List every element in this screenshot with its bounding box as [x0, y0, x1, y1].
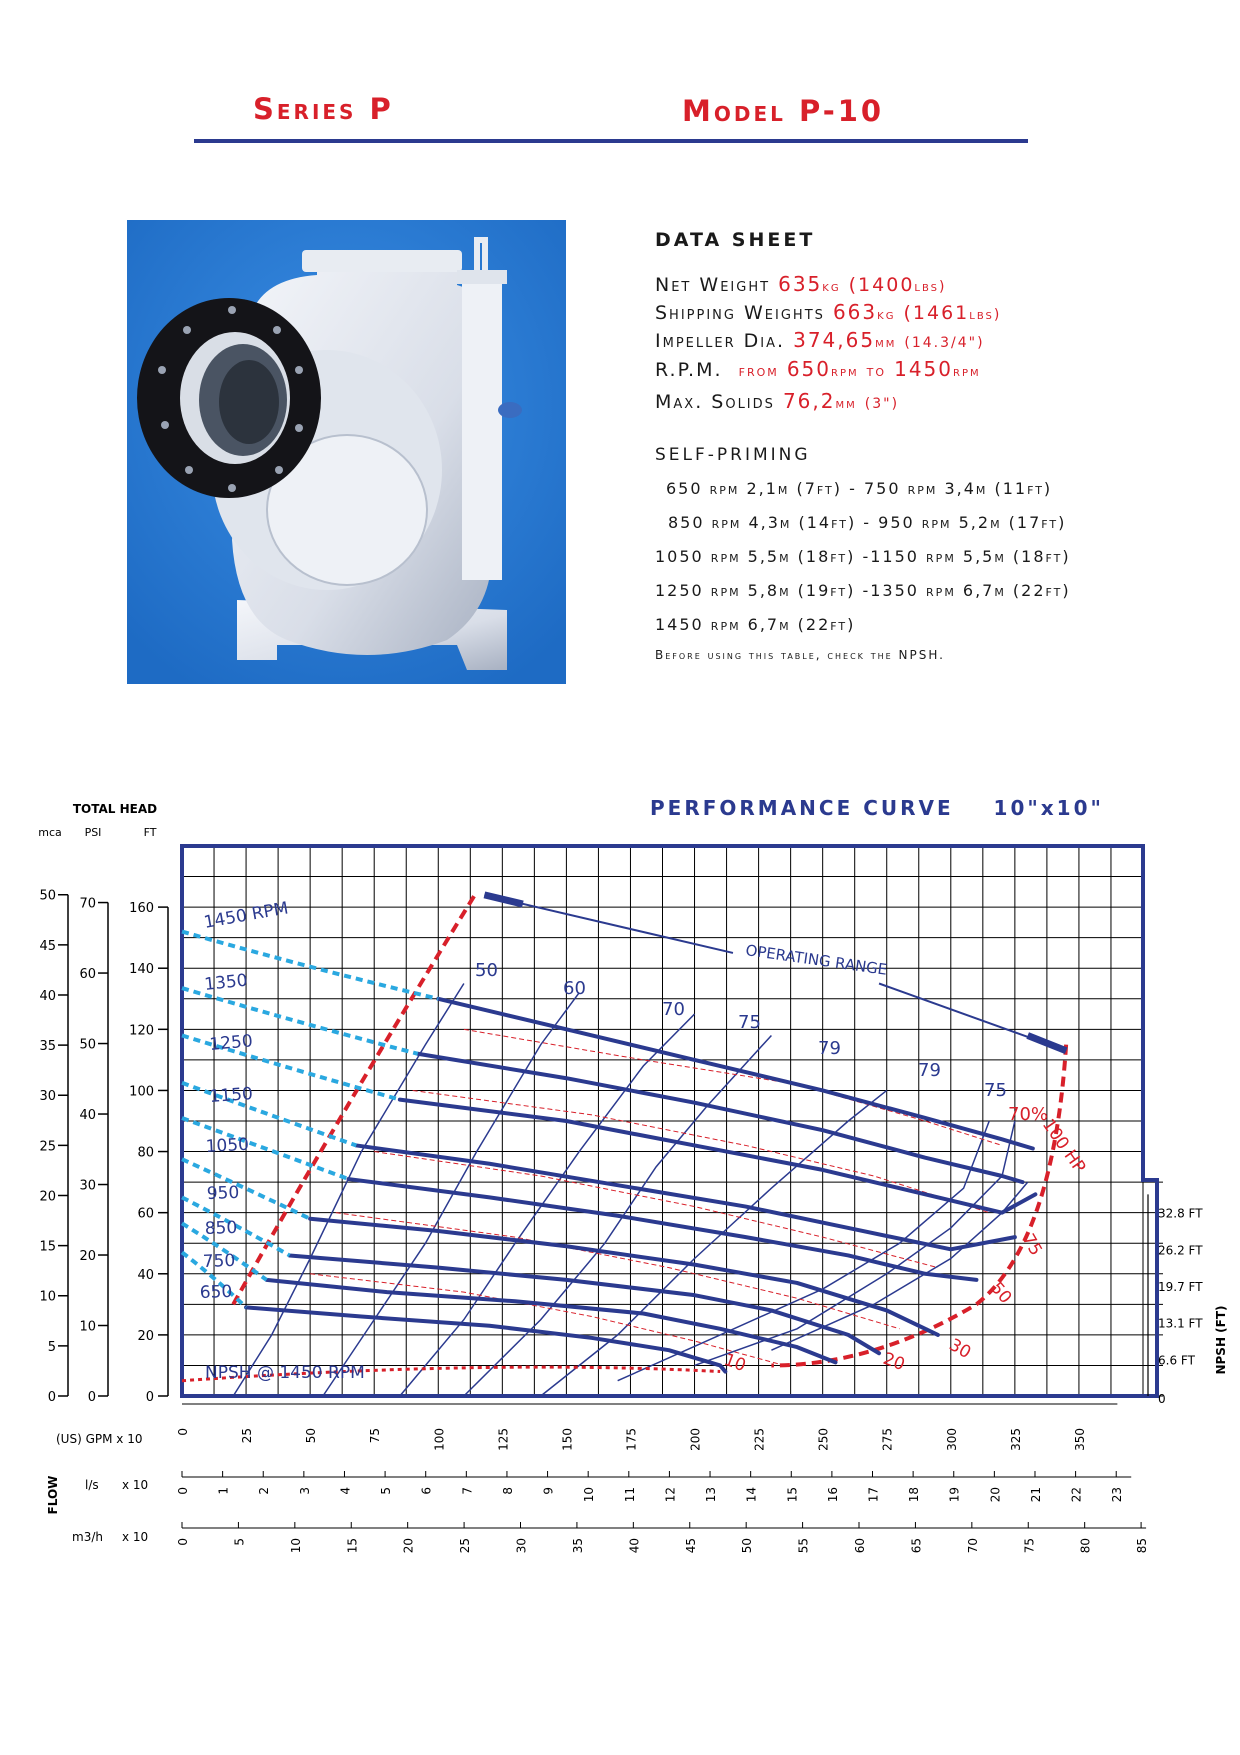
gpm-tick-label: 275 — [880, 1428, 895, 1451]
self-priming-row: 1250 rpm 5,8m (19ft) -1350 rpm 6,7m (22ft) — [655, 581, 1071, 600]
m3h-mult-label: x 10 — [122, 1530, 149, 1544]
ls-axis-label: l/s — [85, 1478, 99, 1492]
impeller-diameter: Impeller Dia. 374,65mm (14.3/4") — [655, 328, 985, 352]
ls-tick-label: 1 — [216, 1487, 231, 1495]
m3h-tick-label: 40 — [627, 1538, 642, 1554]
rpm-label: 650 — [199, 1281, 233, 1303]
m3h-tick-label: 20 — [401, 1538, 416, 1554]
efficiency-label: 50 — [475, 960, 498, 981]
self-priming-row: 1050 rpm 5,5m (18ft) -1150 rpm 5,5m (18ft) — [655, 547, 1071, 566]
efficiency-label: 79 — [918, 1060, 941, 1081]
y-tick-label: 0 — [145, 1390, 154, 1405]
y-tick-label: 140 — [129, 962, 154, 978]
npsh-tick-label: 26.2 FT — [1158, 1243, 1203, 1258]
gpm-tick-label: 25 — [240, 1428, 255, 1444]
ls-tick-label: 19 — [947, 1487, 962, 1503]
efficiency-label: 70% — [1008, 1104, 1049, 1125]
axis-header: TOTAL HEAD — [72, 802, 158, 816]
gpm-tick-label: 50 — [304, 1428, 319, 1444]
ls-tick-label: 4 — [338, 1487, 353, 1495]
rpm-label: 1050 — [205, 1134, 250, 1157]
power-label: 100 HP — [1037, 1115, 1090, 1177]
y-tick-label: 50 — [79, 1037, 96, 1053]
y-tick-label: 25 — [39, 1139, 56, 1155]
ls-tick-label: 6 — [419, 1487, 434, 1495]
y-tick-label: 10 — [39, 1289, 56, 1305]
efficiency-label: 79 — [818, 1038, 841, 1059]
self-priming-row: 1450 rpm 6,7m (22ft) — [655, 615, 856, 634]
y-tick-label: 40 — [137, 1267, 154, 1283]
rpm-label: 1350 — [203, 970, 249, 995]
m3h-axis-label: m3/h — [72, 1530, 103, 1544]
head-curve — [400, 1100, 1036, 1213]
rpm-range: R.P.M. from 650rpm to 1450rpm — [655, 357, 981, 381]
m3h-tick-label: 60 — [853, 1538, 868, 1554]
y-tick-label: 0 — [47, 1390, 56, 1405]
m3h-tick-label: 55 — [796, 1538, 811, 1554]
max-solids: Max. Solids 76,2mm (3") — [655, 389, 900, 413]
self-priming-row: 850 rpm 4,3m (14ft) - 950 rpm 5,2m (17ft) — [668, 513, 1067, 532]
efficiency-label: 75 — [984, 1080, 1007, 1101]
y-tick-label: 60 — [79, 967, 96, 983]
y-tick-label: 80 — [137, 1145, 154, 1161]
power-curves — [182, 892, 1066, 1381]
m3h-tick-label: 5 — [232, 1538, 247, 1546]
self-priming-title: SELF-PRIMING — [655, 445, 811, 465]
ls-tick-label: 13 — [704, 1487, 719, 1503]
ls-tick-label: 8 — [500, 1487, 515, 1495]
rpm-label: 1450 RPM — [202, 898, 290, 933]
ls-tick-label: 10 — [582, 1487, 597, 1503]
gpm-axis-label: (US) GPM x 10 — [56, 1432, 143, 1446]
gpm-tick-label: 175 — [624, 1428, 639, 1451]
rpm-label: 750 — [202, 1250, 236, 1272]
npsh-curve-label: NPSH @ 1450 RPM — [205, 1363, 365, 1383]
ls-tick-label: 17 — [866, 1487, 881, 1503]
m3h-tick-label: 45 — [683, 1538, 698, 1554]
operating-range-label: OPERATING RANGE — [744, 941, 889, 979]
gpm-tick-label: 300 — [944, 1428, 959, 1451]
self-priming-row: 650 rpm 2,1m (7ft) - 750 rpm 3,4m (11ft) — [666, 479, 1053, 498]
m3h-tick-label: 70 — [965, 1538, 980, 1554]
gpm-tick-label: 0 — [176, 1428, 190, 1436]
y-tick-label: 35 — [39, 1039, 56, 1055]
ls-mult-label: x 10 — [122, 1478, 149, 1492]
rpm-label: 1150 — [208, 1084, 254, 1107]
ls-tick-label: 21 — [1028, 1487, 1043, 1503]
ls-tick-label: 20 — [988, 1487, 1003, 1503]
y-tick-label: 40 — [79, 1108, 96, 1124]
unit-mca: mca — [38, 826, 62, 839]
model-title: Model P-10 — [682, 94, 885, 128]
flow-label: FLOW — [46, 1475, 60, 1515]
y-tick-label: 10 — [79, 1319, 96, 1335]
ls-tick-label: 2 — [257, 1487, 272, 1495]
y-tick-label: 20 — [39, 1189, 56, 1205]
m3h-tick-label: 75 — [1022, 1538, 1037, 1554]
y-tick-label: 160 — [129, 901, 154, 917]
ls-tick-label: 5 — [379, 1487, 394, 1495]
ls-tick-label: 9 — [541, 1487, 556, 1495]
npsh-axis-label: NPSH (FT) — [1214, 1305, 1228, 1375]
ls-tick-label: 22 — [1069, 1487, 1084, 1503]
gpm-tick-label: 350 — [1072, 1428, 1087, 1451]
m3h-tick-label: 85 — [1135, 1538, 1150, 1554]
m3h-tick-label: 50 — [740, 1538, 755, 1554]
unit-ft: FT — [143, 826, 157, 839]
power-label: 20 — [880, 1348, 908, 1376]
rpm-label: 850 — [204, 1217, 238, 1239]
rpm-label: 950 — [206, 1182, 240, 1204]
gpm-tick-label: 325 — [1008, 1428, 1023, 1451]
y-tick-label: 100 — [129, 1084, 154, 1100]
performance-chart — [0, 790, 1240, 1570]
datasheet-title: DATA SHEET — [655, 229, 816, 251]
npsh-tick-label: 6.6 FT — [1158, 1353, 1195, 1368]
npsh-tick-label: 32.8 FT — [1158, 1206, 1203, 1221]
ls-tick-label: 16 — [825, 1487, 840, 1503]
gpm-tick-label: 125 — [496, 1428, 511, 1451]
m3h-tick-label: 35 — [570, 1538, 585, 1554]
m3h-tick-label: 0 — [176, 1538, 190, 1546]
m3h-tick-label: 80 — [1078, 1538, 1093, 1554]
gpm-tick-label: 250 — [816, 1428, 831, 1451]
y-tick-label: 20 — [137, 1328, 154, 1344]
chart-labels — [38, 802, 1089, 1383]
gpm-tick-label: 225 — [752, 1428, 767, 1451]
ls-tick-label: 3 — [297, 1487, 312, 1495]
npsh-tick-label: 13.1 FT — [1158, 1316, 1203, 1331]
gpm-tick-label: 200 — [688, 1428, 703, 1451]
y-tick-label: 50 — [39, 888, 56, 904]
ls-tick-label: 12 — [663, 1487, 678, 1503]
y-tick-label: 30 — [79, 1178, 96, 1194]
pump-photo — [127, 220, 566, 684]
x-axes — [46, 1404, 1149, 1553]
efficiency-label: 60 — [563, 978, 586, 999]
npsh-note: Before using this table, check the NPSH. — [655, 648, 945, 662]
power-label: 30 — [945, 1335, 975, 1364]
m3h-tick-label: 25 — [458, 1538, 473, 1554]
ls-tick-label: 23 — [1110, 1487, 1125, 1503]
ls-tick-label: 18 — [907, 1487, 922, 1503]
power-label: 75 — [1017, 1230, 1046, 1260]
m3h-tick-label: 10 — [288, 1538, 303, 1554]
y-tick-label: 120 — [129, 1023, 154, 1039]
npsh-tick-label: 19.7 FT — [1158, 1280, 1203, 1294]
ls-tick-label: 11 — [622, 1487, 637, 1503]
gpm-tick-label: 75 — [368, 1428, 383, 1444]
power-curve — [464, 1029, 1002, 1145]
ls-tick-label: 15 — [785, 1487, 800, 1503]
y-tick-label: 40 — [39, 988, 56, 1004]
ls-tick-label: 0 — [176, 1487, 190, 1495]
power-label: 50 — [986, 1278, 1016, 1308]
efficiency-label: 70 — [662, 999, 685, 1020]
unit-psi: PSI — [84, 826, 102, 839]
header-divider — [194, 139, 1028, 143]
y-tick-label: 20 — [79, 1249, 96, 1265]
y-tick-label: 70 — [79, 896, 96, 912]
y-tick-label: 30 — [39, 1089, 56, 1105]
chart-title: PERFORMANCE CURVE 10"x10" — [650, 796, 1104, 820]
m3h-tick-label: 30 — [514, 1538, 529, 1554]
npsh-tick-label: 0 — [1158, 1392, 1166, 1406]
power-label: 10 — [721, 1349, 749, 1377]
y-tick-label: 15 — [39, 1239, 56, 1255]
operating-range-pointer-head — [484, 895, 522, 904]
net-weight: Net Weight 635kg (1400lbs) — [655, 272, 947, 296]
m3h-tick-label: 15 — [345, 1538, 360, 1554]
ls-tick-label: 7 — [460, 1487, 475, 1495]
efficiency-label: 75 — [738, 1012, 761, 1033]
rpm-label: 1250 — [208, 1031, 254, 1055]
m3h-tick-label: 65 — [909, 1538, 924, 1554]
gpm-tick-label: 150 — [560, 1428, 575, 1451]
y-tick-label: 5 — [47, 1339, 56, 1355]
y-tick-label: 60 — [137, 1206, 154, 1222]
y-tick-label: 45 — [39, 938, 56, 954]
y-tick-label: 0 — [87, 1390, 96, 1405]
ls-tick-label: 14 — [744, 1487, 759, 1503]
shipping-weight: Shipping Weights 663kg (1461lbs) — [655, 300, 1002, 324]
gpm-tick-label: 100 — [432, 1428, 447, 1451]
power-curve — [374, 1152, 938, 1268]
series-title: Series P — [253, 92, 394, 126]
